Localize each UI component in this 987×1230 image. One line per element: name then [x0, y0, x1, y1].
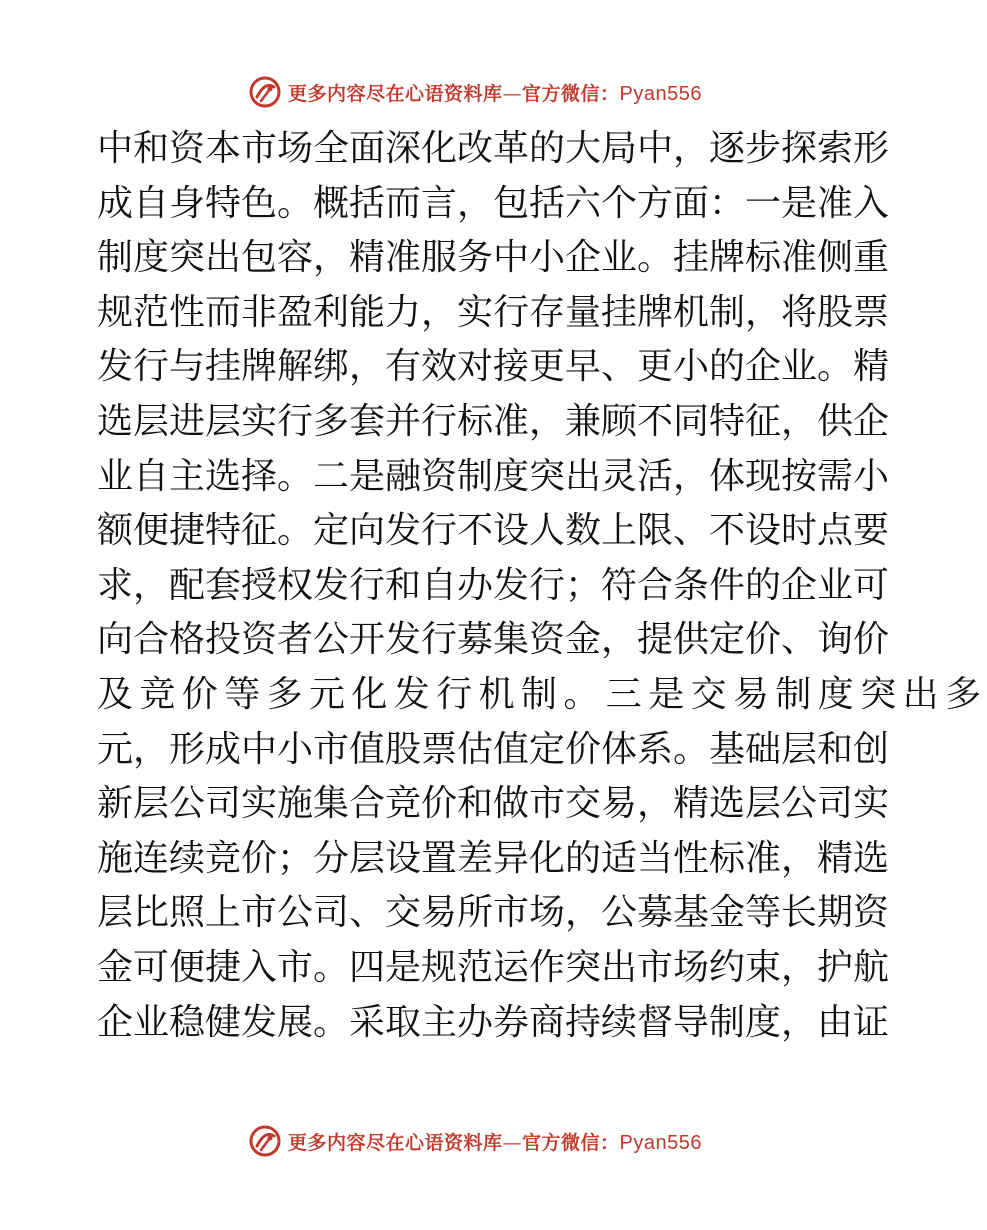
text-line: 选层进层实行多套并行标准，兼顾不同特征，供企 [97, 400, 890, 442]
watermark-contact-id: Pyan556 [619, 1131, 702, 1154]
watermark-text [288, 1128, 702, 1155]
text-line: 额便捷特征。定向发行不设人数上限、不设时点要 [97, 510, 890, 552]
watermark-contact-label: 官方微信： [522, 1131, 620, 1154]
watermark-separator: — [502, 82, 523, 105]
header-watermark [0, 72, 950, 112]
text-line: 新层公司实施集合竞价和做市交易，精选层公司实 [97, 783, 890, 825]
brand-logo-icon [248, 75, 282, 109]
watermark-text [288, 79, 702, 106]
watermark-brand: 更多内容尽在心语资料库 [288, 1131, 503, 1154]
body-text [97, 122, 987, 1050]
footer-watermark [0, 1121, 950, 1161]
text-line: 求，配套授权发行和自办发行；符合条件的企业可 [97, 564, 890, 606]
text-line: 规范性而非盈利能力，实行存量挂牌机制，将股票 [97, 291, 890, 333]
text-line: 元，形成中小市值股票估值定价体系。基础层和创 [97, 728, 890, 770]
watermark-separator: — [502, 1131, 523, 1154]
text-line: 制度突出包容，精准服务中小企业。挂牌标准侧重 [97, 237, 890, 279]
text-line: 业自主选择。二是融资制度突出灵活，体现按需小 [97, 455, 890, 497]
text-line: 中和资本市场全面深化改革的大局中，逐步探索形 [97, 128, 890, 169]
text-line: 及竞价等多元化发行机制。三是交易制度突出多 [97, 673, 987, 715]
text-line: 向合格投资者公开发行募集资金，提供定价、询价 [97, 619, 890, 661]
text-line: 成自身特色。概括而言，包括六个方面：一是准入 [97, 182, 890, 224]
text-line: 层比照上市公司、交易所市场，公募基金等长期资 [97, 892, 890, 934]
text-line: 企业稳健发展。采取主办券商持续督导制度，由证 [97, 1001, 890, 1043]
text-line: 发行与挂牌解绑，有效对接更早、更小的企业。精 [97, 346, 890, 388]
text-line: 施连续竞价；分层设置差异化的适当性标准，精选 [97, 837, 890, 879]
watermark-contact-label: 官方微信： [522, 82, 620, 105]
brand-logo-icon [248, 1124, 282, 1158]
watermark-contact-id: Pyan556 [619, 82, 702, 105]
watermark-brand: 更多内容尽在心语资料库 [288, 82, 503, 105]
text-line: 金可便捷入市。四是规范运作突出市场约束，护航 [97, 946, 890, 988]
